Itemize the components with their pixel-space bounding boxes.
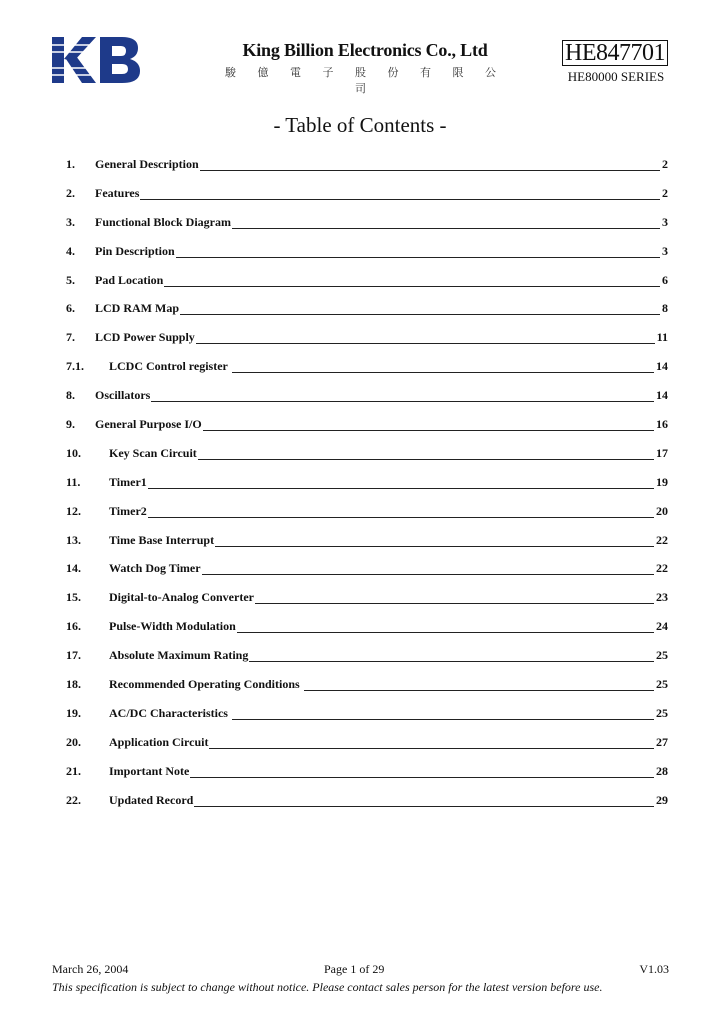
toc-entry-label: LCD Power Supply [95,330,195,345]
toc-entry-label: Pulse-Width Modulation [109,619,236,634]
toc-leader-line [180,299,660,315]
toc-leader-line [140,184,660,200]
toc-entry-label: Features [95,185,140,200]
toc-entry-page: 17 [656,445,668,460]
toc-entry[interactable] [66,415,668,444]
toc-leader-line [304,675,654,691]
toc-entry[interactable] [66,791,668,820]
toc-leader-line [209,733,654,749]
toc-entry-number: 1. [66,157,75,171]
part-number: HE847701 [562,40,668,66]
toc-entry-page: 28 [656,763,668,778]
toc-leader-line [151,386,654,402]
toc-entry-label: Recommended Operating Conditions [109,677,303,692]
toc-entry-number: 6. [66,301,75,316]
company-name-cjk: 駿 億 電 子 股 份 有 限 公 司 [225,66,505,95]
toc-entry-label: AC/DC Characteristics [109,705,231,720]
toc-entry[interactable] [66,271,668,300]
footer-page-indicator: Page 1 of 29 [324,962,385,976]
toc-entry-number: 7.1. [66,359,84,374]
toc-entry[interactable] [66,184,668,213]
footer-version: V1.03 [639,962,669,976]
toc-entry-number: 5. [66,272,75,287]
toc-leader-line [232,213,660,229]
toc-entry-page: 11 [656,330,668,345]
toc-entry-page: 22 [656,532,668,547]
toc-entry[interactable] [66,213,668,242]
toc-entry-number: 2. [66,185,75,200]
table-of-contents [66,155,668,819]
toc-entry-label: Important Note [109,763,190,778]
toc-entry[interactable] [66,704,668,733]
toc-entry-number: 15. [66,590,81,605]
toc-entry-label: General Purpose I/O [95,417,202,432]
toc-entry[interactable] [66,675,668,704]
toc-entry[interactable] [66,473,668,502]
toc-leader-line [237,617,654,633]
toc-entry[interactable] [66,444,668,473]
toc-entry-page: 24 [656,619,668,634]
toc-entry-number: 22. [66,792,81,807]
toc-entry[interactable] [66,559,668,588]
toc-leader-line [202,559,654,575]
toc-entry-label: Updated Record [109,792,194,807]
toc-entry-page: 20 [656,503,668,518]
toc-entry-page: 2 [662,185,668,200]
toc-entry[interactable] [66,762,668,791]
toc-entry-page: 3 [662,243,668,258]
toc-entry-page: 25 [656,705,668,720]
footer-notice: This specification is subject to change without notice. Please contact sales person for the latest version before use. [52,980,603,994]
toc-entry-page: 14 [656,359,668,374]
toc-leader-line [194,791,654,807]
toc-leader-line [249,646,654,662]
toc-entry-label: Digital-to-Analog Converter [109,590,254,605]
toc-entry[interactable] [66,357,668,386]
toc-entry[interactable] [66,155,668,184]
toc-entry-page: 25 [656,677,668,692]
toc-entry-label: Timer2 [109,503,147,518]
toc-entry-page: 8 [662,301,668,316]
toc-entry-number: 18. [66,677,81,692]
company-name: King Billion Electronics Co., Ltd [242,40,488,60]
kb-logo [52,37,140,83]
toc-entry-number: 14. [66,561,81,576]
toc-entry-page: 14 [656,388,668,403]
toc-entry[interactable] [66,386,668,415]
toc-entry-number: 3. [66,214,75,229]
toc-entry[interactable] [66,646,668,675]
toc-entry-number: 9. [66,417,75,432]
toc-entry-page: 27 [656,734,668,749]
toc-entry[interactable] [66,299,668,328]
toc-entry[interactable] [66,328,668,357]
toc-entry-page: 2 [662,157,668,171]
toc-entry-page: 6 [662,272,668,287]
toc-entry-number: 20. [66,734,81,749]
toc-leader-line [148,473,654,489]
toc-entry-label: Functional Block Diagram [95,214,232,229]
toc-leader-line [164,271,660,287]
toc-title: - Table of Contents - [273,113,447,137]
series-label: HE80000 SERIES [567,69,665,84]
toc-entry-page: 19 [656,474,668,489]
toc-leader-line [200,155,660,171]
toc-entry[interactable] [66,242,668,271]
toc-entry-page: 3 [662,214,668,229]
toc-entry[interactable] [66,502,668,531]
toc-entry-number: 16. [66,619,81,634]
toc-leader-line [196,328,655,344]
toc-entry-number: 4. [66,243,75,258]
toc-entry-label: LCDC Control register [109,359,231,374]
toc-entry-page: 29 [656,792,668,807]
toc-leader-line [190,762,654,778]
toc-entry-number: 21. [66,763,81,778]
toc-entry-number: 10. [66,445,81,460]
toc-entry-page: 16 [656,417,668,432]
toc-entry-page: 25 [656,648,668,663]
toc-entry-label: Application Circuit [109,734,209,749]
toc-leader-line [203,415,654,431]
toc-entry-number: 19. [66,705,81,720]
toc-entry-label: General Description [95,157,199,171]
toc-entry-label: Key Scan Circuit [109,445,197,460]
toc-entry-label: Watch Dog Timer [109,561,201,576]
toc-entry[interactable] [66,617,668,646]
toc-entry-number: 12. [66,503,81,518]
toc-leader-line [232,704,654,720]
toc-entry-label: LCD RAM Map [95,301,179,316]
toc-entry-number: 17. [66,648,81,663]
toc-entry-label: Time Base Interrupt [109,532,215,547]
toc-entry-number: 13. [66,532,81,547]
toc-entry-page: 22 [656,561,668,576]
toc-entry-label: Oscillators [95,388,151,403]
toc-leader-line [148,502,654,518]
toc-leader-line [215,531,654,547]
toc-entry[interactable] [66,588,668,617]
toc-entry-label: Pad Location [95,272,164,287]
toc-entry-label: Absolute Maximum Rating [109,648,249,663]
toc-entry-page: 23 [656,590,668,605]
toc-entry-number: 11. [66,474,81,489]
toc-leader-line [176,242,660,258]
toc-entry[interactable] [66,733,668,762]
toc-leader-line [232,357,654,373]
footer-date: March 26, 2004 [52,962,129,976]
toc-entry[interactable] [66,531,668,560]
toc-entry-number: 7. [66,330,75,345]
toc-leader-line [255,588,654,604]
toc-entry-label: Timer1 [109,474,147,489]
toc-leader-line [198,444,654,460]
toc-entry-label: Pin Description [95,243,175,258]
toc-entry-number: 8. [66,388,75,403]
